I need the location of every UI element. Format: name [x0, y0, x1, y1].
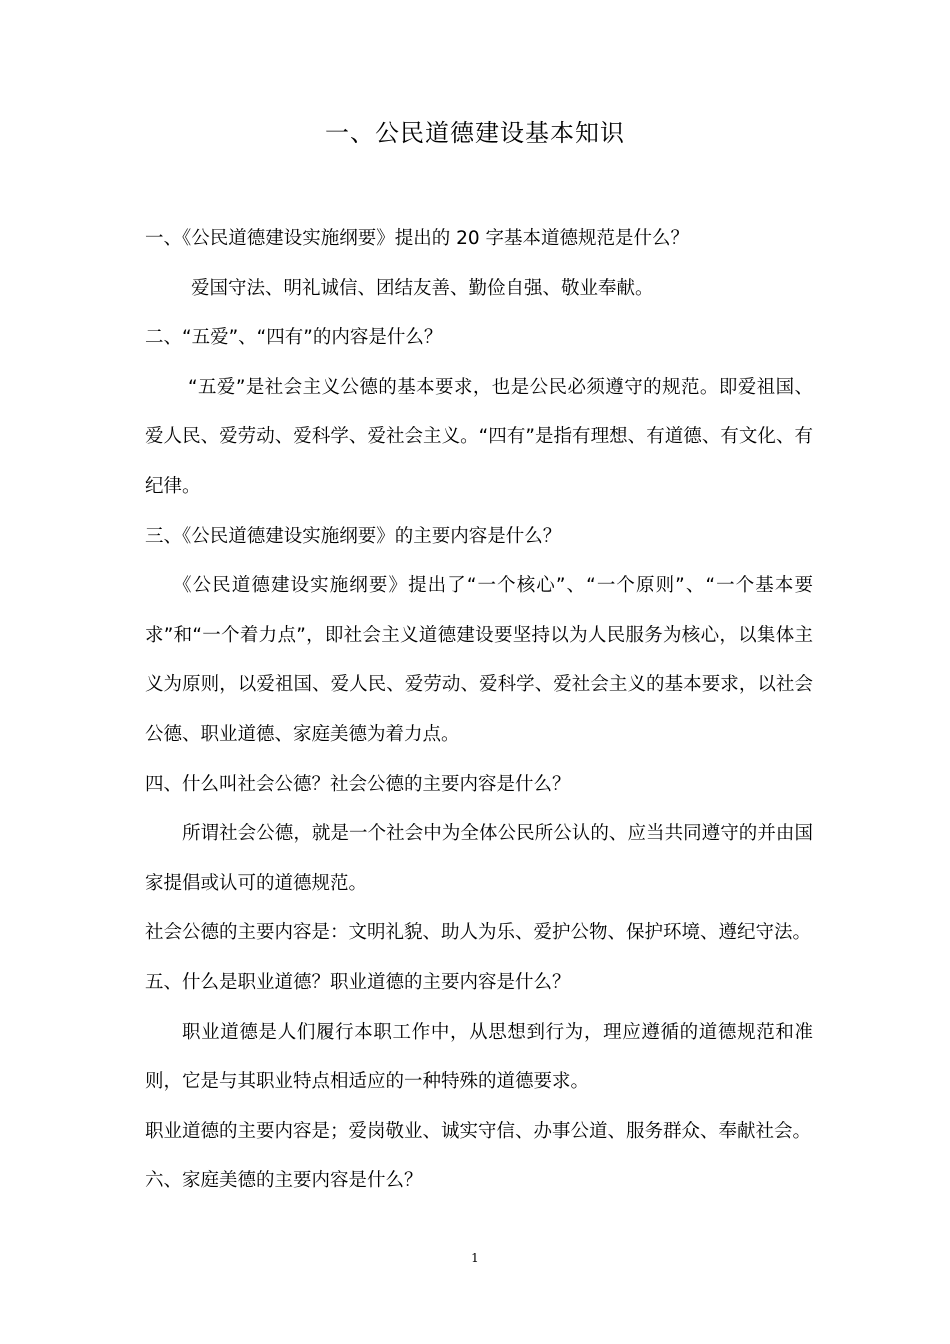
- answer-4-content: 社会公德的主要内容是：文明礼貌、助人为乐、爱护公物、保护环境、遵纪守法。: [145, 922, 812, 944]
- answer-1: 爱国守法、明礼诚信、团结友善、勤俭自强、敬业奉献。: [191, 277, 654, 299]
- page-title: 一、公民道德建设基本知识: [325, 119, 625, 147]
- answer-5-definition: 职业道德是人们履行本职工作中，从思想到行为，理应遵循的道德规范和准则，它是与其职业特点相适应的一种特殊的道德要求。: [145, 1021, 813, 1093]
- question-5: 五、什么是职业道德？职业道德的主要内容是什么？: [145, 971, 571, 993]
- answer-5-content: 职业道德的主要内容是；爱岗敬业、诚实守信、办事公道、服务群众、奉献社会。: [145, 1120, 812, 1142]
- document-body: [145, 214, 813, 1206]
- answer-2: “五爱”是社会主义公德的基本要求，也是公民必须遵守的规范。即爱祖国、爱人民、爱劳动、爱科学、爱社会主义。“四有”是指有理想、有道德、有文化、有纪律。: [145, 376, 813, 497]
- question-2: 二、“五爱”、“四有”的内容是什么？: [145, 327, 443, 349]
- question-6: 六、家庭美德的主要内容是什么？: [145, 1170, 423, 1192]
- question-4: 四、什么叫社会公德？社会公德的主要内容是什么？: [145, 773, 571, 795]
- question-1: 一、《公民道德建设实施纲要》提出的 20 字基本道德规范是什么？: [145, 228, 690, 249]
- question-3: 三、《公民道德建设实施纲要》的主要内容是什么？: [145, 525, 562, 547]
- answer-4-definition: 所谓社会公德，就是一个社会中为全体公民所公认的、应当共同遵守的并由国家提倡或认可的道德规范。: [145, 823, 813, 894]
- page-number: 1: [471, 1251, 479, 1265]
- answer-3: 《公民道德建设实施纲要》提出了“一个核心”、“一个原则”、“一个基本要求”和“一个着力点”，即社会主义道德建设要坚持以为人民服务为核心，以集体主义为原则，以爱祖国、爱人民、爱劳动、爱科学、爱社会主义的基本要求，以社会公德、职业道德、家庭美德为着力点。: [145, 575, 813, 745]
